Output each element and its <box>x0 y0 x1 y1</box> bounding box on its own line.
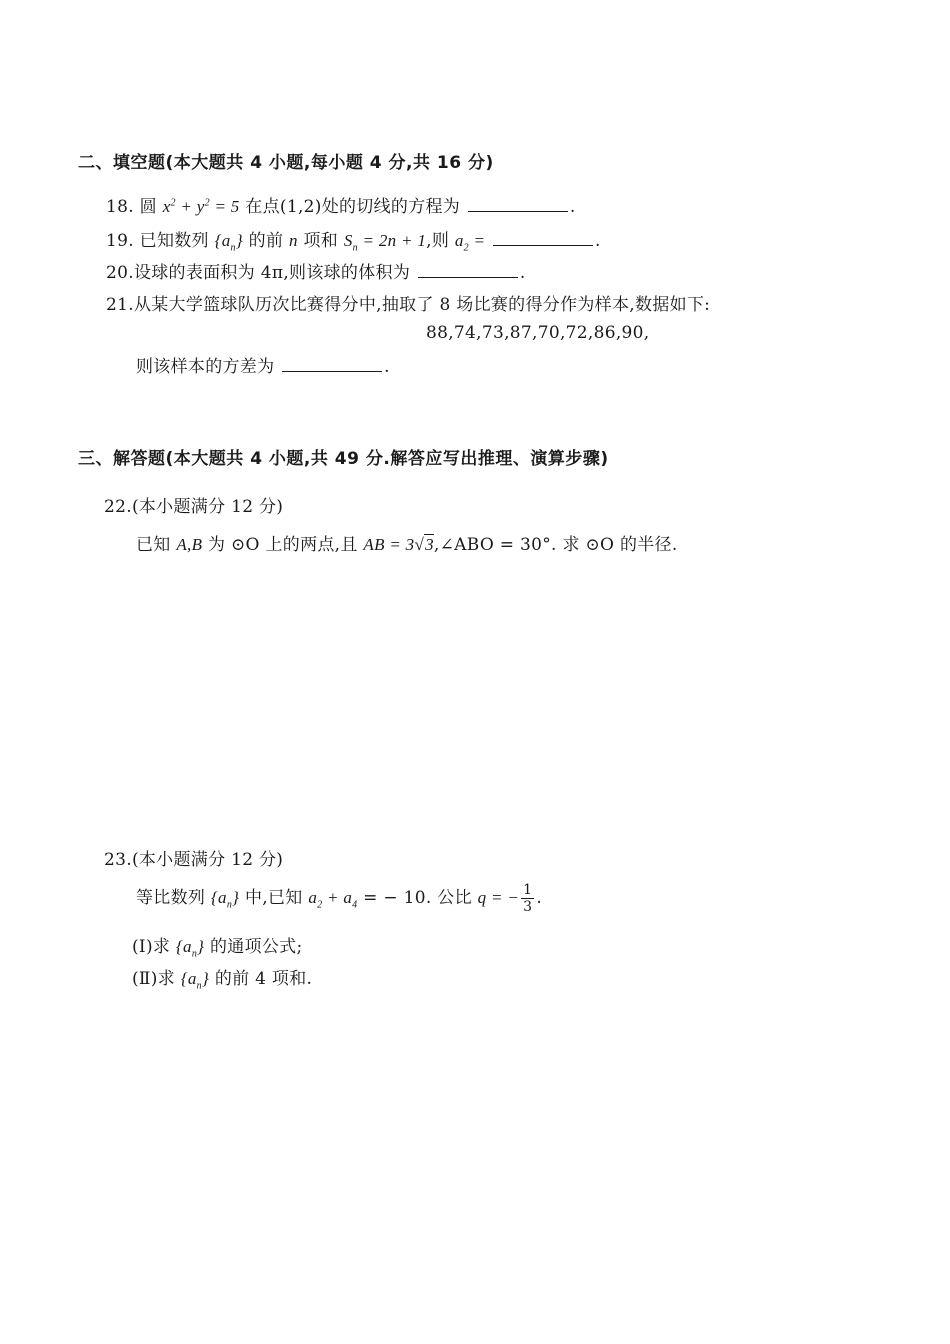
question-20 <box>106 258 526 283</box>
q21-text2: 则该样本的方差为 <box>136 357 275 377</box>
q23-part2 <box>132 964 312 991</box>
q19-number: 19. <box>106 231 134 251</box>
q21-answer-blank[interactable] <box>282 353 382 372</box>
q23-part1-label: (Ⅰ)求 <box>132 937 171 957</box>
q19-answer-blank[interactable] <box>493 227 593 246</box>
q23-text-c: = − 10. 公比 <box>363 888 472 908</box>
q18-answer-blank[interactable] <box>468 193 568 212</box>
q19-n: n <box>288 231 298 250</box>
q23-part2-label: (Ⅱ)求 <box>132 969 176 989</box>
q19-sequence: $\{a_n\}$ <box>214 231 243 254</box>
q18-number: 18. <box>106 197 134 217</box>
q23-body: 等比数列 $\{a_n\}$ 中,已知 $a_2 + a_4$ = − 10. 公比 q = − $\frac{1}{3}$ . <box>136 882 543 915</box>
question-21 <box>106 290 710 315</box>
q22-ab-length: AB = 3√3 <box>363 535 434 554</box>
q20-end: . <box>519 263 526 283</box>
q23-part1-sequence: $\{a_n\}$ <box>175 937 205 960</box>
q23-text-b: 中,已知 <box>244 888 303 908</box>
q22-header <box>104 492 283 517</box>
q23-part1-text: 的通项公式; <box>209 937 303 957</box>
q23-sequence: $\{a_n\}$ <box>210 888 240 911</box>
q19-text-b: 的前 <box>248 231 284 251</box>
q19-text-c: 项和 <box>303 231 339 251</box>
q23-ratio: q = − <box>477 888 520 907</box>
q18-text-b: 在点(1,2)处的切线的方程为 <box>245 197 461 217</box>
q19-a2: $a_2$ = <box>454 231 486 254</box>
q20-answer-blank[interactable] <box>418 259 518 278</box>
q23-part2-text: 的前 4 项和. <box>214 969 313 989</box>
q22-text-a: 已知 <box>136 535 171 555</box>
q22-body <box>136 530 678 555</box>
q22-number: 22. <box>104 497 132 517</box>
q18-equation: $x^2 + y^2 = 5$ <box>162 197 240 216</box>
q21-data: 88,74,73,87,70,72,86,90, <box>426 323 650 343</box>
q21-end: . <box>384 357 390 377</box>
q23-text-a: 等比数列 <box>136 888 206 908</box>
q18-end: . <box>569 197 576 217</box>
q22-text-b: 为 ⊙O 上的两点,且 <box>207 535 358 555</box>
q21-number: 21. <box>106 295 134 315</box>
q23-a2-a4: $a_2 + a_4$ <box>308 888 358 911</box>
section3-heading: 三、解答题(本大题共 4 小题,共 49 分.解答应写出推理、演算步骤) <box>78 449 609 469</box>
q21-text: 从某大学篮球队历次比赛得分中,抽取了 8 场比赛的得分作为样本,数据如下: <box>133 295 711 315</box>
question-19 <box>106 226 601 253</box>
question-18 <box>106 192 576 217</box>
q19-sum-formula: $S_n = 2n + 1$ <box>343 231 427 254</box>
q23-number: 23. <box>104 850 132 870</box>
q23-score: (本小题满分 12 分) <box>131 850 284 870</box>
q21-line2 <box>136 352 390 377</box>
q20-text: 设球的表面积为 4π,则该球的体积为 <box>133 263 411 283</box>
q18-text-a: 圆 <box>139 197 157 217</box>
q20-number: 20. <box>106 263 134 283</box>
q23-part2-sequence: $\{a_n\}$ <box>180 969 210 992</box>
q19-end: . <box>595 231 601 251</box>
section2-heading: 二、填空题(本大题共 4 小题,每小题 4 分,共 16 分) <box>78 153 494 173</box>
q23-part1 <box>132 932 303 959</box>
q23-header <box>104 845 283 870</box>
q22-score: (本小题满分 12 分) <box>131 497 284 517</box>
q19-text-a: 已知数列 <box>139 231 209 251</box>
q19-text-d: ,则 <box>426 231 450 251</box>
q22-points: A,B <box>176 535 203 554</box>
q22-text-c: ,∠ABO = 30°. 求 ⊙O 的半径. <box>433 535 678 555</box>
q23-ratio-fraction: $\frac{1}{3}$ <box>523 882 533 915</box>
